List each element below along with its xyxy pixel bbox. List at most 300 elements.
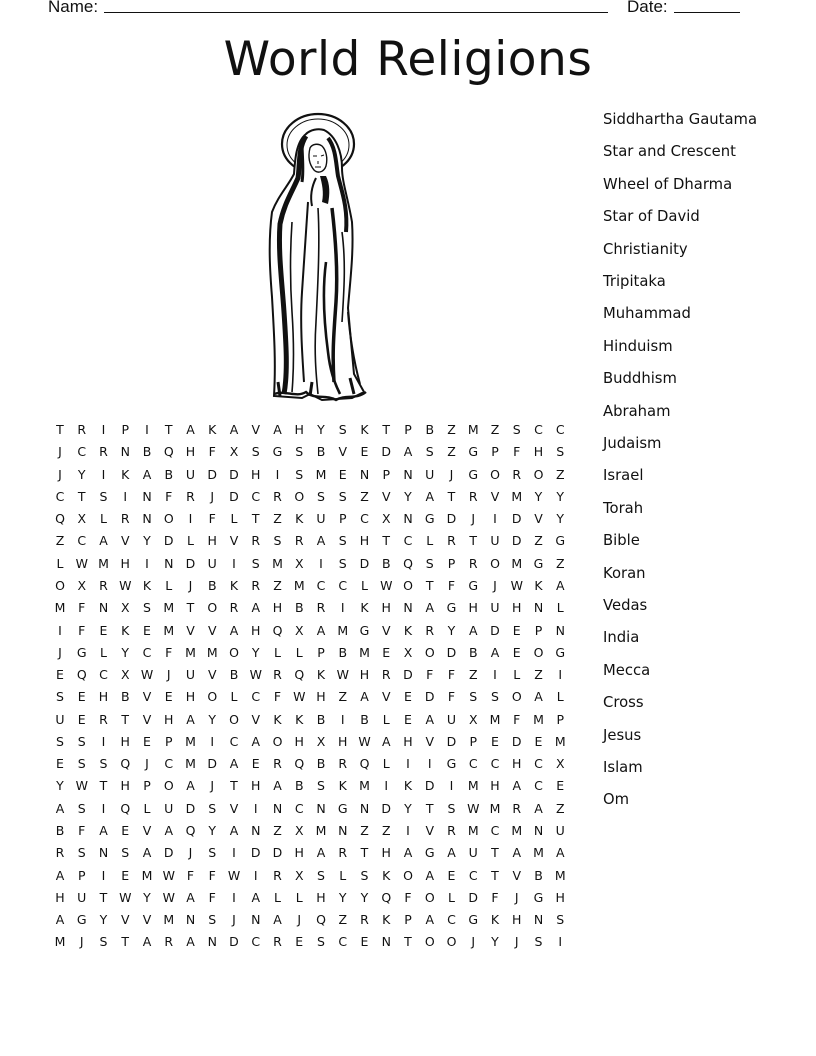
grid-letter[interactable]: M [511, 823, 523, 839]
grid-letter[interactable]: C [534, 778, 543, 794]
grid-letter[interactable]: H [316, 689, 326, 705]
grid-letter[interactable]: V [512, 867, 522, 883]
grid-letter[interactable]: H [468, 600, 478, 616]
grid-letter[interactable]: H [120, 555, 130, 571]
grid-letter[interactable]: K [121, 466, 130, 482]
grid-letter[interactable]: C [164, 756, 174, 772]
grid-letter[interactable]: D [511, 511, 522, 527]
grid-letter[interactable]: G [76, 912, 87, 928]
grid-letter[interactable]: D [446, 511, 457, 527]
grid-letter[interactable]: M [511, 488, 523, 504]
grid-letter[interactable]: N [359, 466, 370, 482]
grid-letter[interactable]: G [468, 912, 479, 928]
grid-letter[interactable]: D [424, 689, 435, 705]
grid-letter[interactable]: Q [120, 800, 131, 816]
grid-letter[interactable]: Z [338, 912, 348, 928]
grid-letter[interactable]: W [249, 667, 262, 683]
grid-letter[interactable]: V [229, 533, 239, 549]
grid-letter[interactable]: J [188, 577, 193, 593]
grid-letter[interactable]: E [77, 711, 86, 727]
grid-letter[interactable]: I [449, 778, 454, 794]
grid-letter[interactable]: Y [404, 488, 412, 504]
grid-letter[interactable]: F [78, 823, 86, 839]
grid-letter[interactable]: F [513, 444, 521, 460]
grid-letter[interactable]: Y [556, 511, 565, 527]
grid-letter[interactable]: J [449, 466, 454, 482]
grid-letter[interactable]: T [425, 577, 434, 593]
grid-letter[interactable]: U [77, 889, 87, 905]
grid-letter[interactable]: A [316, 533, 326, 549]
grid-letter[interactable]: D [250, 845, 261, 861]
grid-letter[interactable]: C [555, 422, 565, 437]
grid-letter[interactable]: X [294, 555, 304, 571]
grid-letter[interactable]: P [491, 444, 499, 460]
grid-letter[interactable]: E [556, 778, 565, 794]
grid-letter[interactable]: S [77, 733, 86, 749]
grid-letter[interactable]: D [229, 934, 239, 950]
grid-letter[interactable]: R [273, 667, 282, 683]
grid-letter[interactable]: S [56, 689, 64, 705]
grid-letter[interactable]: X [294, 867, 304, 883]
grid-letter[interactable]: B [142, 444, 152, 460]
grid-letter[interactable]: D [403, 667, 413, 683]
grid-letter[interactable]: R [55, 845, 65, 861]
grid-letter[interactable]: D [185, 555, 196, 571]
grid-letter[interactable]: Q [163, 444, 174, 460]
grid-letter[interactable]: A [555, 845, 565, 861]
grid-letter[interactable]: R [447, 533, 456, 549]
grid-letter[interactable]: H [185, 444, 196, 460]
grid-letter[interactable]: A [316, 622, 326, 638]
grid-letter[interactable]: S [425, 444, 434, 460]
grid-letter[interactable]: Z [447, 444, 456, 460]
grid-letter[interactable]: H [338, 733, 348, 749]
grid-letter[interactable]: L [165, 577, 173, 593]
grid-letter[interactable]: E [360, 934, 369, 950]
grid-letter[interactable]: N [403, 511, 413, 527]
grid-letter[interactable]: J [58, 466, 62, 482]
grid-letter[interactable]: E [77, 689, 86, 705]
grid-letter[interactable]: C [534, 422, 543, 437]
grid-letter[interactable]: P [447, 555, 456, 571]
grid-letter[interactable]: R [425, 622, 435, 638]
grid-letter[interactable]: Z [273, 823, 282, 839]
grid-letter[interactable]: S [208, 800, 217, 816]
grid-letter[interactable]: D [185, 800, 196, 816]
grid-letter[interactable]: S [317, 488, 325, 504]
grid-letter[interactable]: S [317, 778, 325, 794]
grid-letter[interactable]: C [338, 934, 348, 950]
grid-letter[interactable]: L [556, 600, 564, 616]
grid-letter[interactable]: X [294, 823, 304, 839]
grid-letter[interactable]: N [207, 934, 217, 950]
grid-letter[interactable]: I [340, 600, 345, 616]
grid-letter[interactable]: L [56, 555, 64, 571]
grid-letter[interactable]: B [229, 667, 239, 683]
grid-letter[interactable]: S [295, 444, 304, 460]
grid-letter[interactable]: K [295, 511, 304, 527]
grid-letter[interactable]: F [426, 667, 434, 683]
grid-letter[interactable]: Q [76, 667, 87, 683]
grid-letter[interactable]: B [381, 555, 391, 571]
grid-letter[interactable]: U [446, 711, 457, 727]
grid-letter[interactable]: C [77, 533, 87, 549]
grid-letter[interactable]: H [316, 889, 326, 905]
grid-letter[interactable]: S [99, 488, 108, 504]
grid-letter[interactable]: H [207, 533, 217, 549]
grid-letter[interactable]: V [142, 689, 152, 705]
grid-letter[interactable]: C [468, 756, 478, 772]
grid-letter[interactable]: P [534, 622, 543, 638]
grid-letter[interactable]: Y [77, 466, 86, 482]
grid-letter[interactable]: U [164, 800, 174, 816]
grid-letter[interactable]: P [556, 711, 565, 727]
grid-letter[interactable]: K [229, 577, 239, 593]
grid-letter[interactable]: Z [555, 466, 565, 482]
grid-letter[interactable]: Y [56, 778, 64, 794]
grid-letter[interactable]: N [316, 800, 326, 816]
grid-letter[interactable]: N [120, 444, 130, 460]
grid-letter[interactable]: S [338, 488, 347, 504]
grid-letter[interactable]: L [295, 644, 303, 660]
grid-letter[interactable]: D [511, 533, 522, 549]
grid-letter[interactable]: B [316, 711, 326, 727]
grid-letter[interactable]: D [359, 555, 370, 571]
grid-letter[interactable]: N [142, 488, 152, 504]
grid-letter[interactable]: J [58, 644, 62, 660]
grid-letter[interactable]: I [101, 733, 106, 749]
grid-letter[interactable]: M [315, 466, 327, 482]
grid-letter[interactable]: D [381, 800, 392, 816]
grid-letter[interactable]: D [511, 733, 522, 749]
grid-letter[interactable]: M [293, 577, 305, 593]
grid-letter[interactable]: Y [208, 711, 217, 727]
grid-letter[interactable]: J [297, 912, 302, 928]
grid-letter[interactable]: I [123, 488, 128, 504]
grid-letter[interactable]: A [273, 912, 282, 928]
grid-letter[interactable]: H [294, 845, 304, 861]
grid-letter[interactable]: O [490, 555, 500, 571]
grid-letter[interactable]: X [120, 667, 130, 683]
grid-letter[interactable]: R [273, 934, 282, 950]
grid-letter[interactable]: V [186, 622, 195, 638]
grid-letter[interactable]: H [512, 912, 522, 928]
grid-letter[interactable]: A [55, 912, 65, 928]
grid-letter[interactable]: E [56, 667, 64, 683]
grid-letter[interactable]: R [99, 711, 108, 727]
grid-letter[interactable]: Q [359, 756, 370, 772]
grid-letter[interactable]: H [272, 600, 283, 616]
grid-letter[interactable]: A [142, 934, 152, 950]
grid-letter[interactable]: K [403, 622, 413, 638]
grid-letter[interactable]: F [165, 644, 173, 660]
grid-letter[interactable]: H [533, 444, 544, 460]
grid-letter[interactable]: Z [490, 422, 500, 437]
grid-letter[interactable]: Y [404, 800, 412, 816]
grid-letter[interactable]: F [78, 600, 86, 616]
grid-letter[interactable]: J [514, 934, 519, 950]
grid-letter[interactable]: P [317, 644, 325, 660]
grid-letter[interactable]: K [403, 778, 413, 794]
grid-letter[interactable]: R [447, 823, 456, 839]
grid-letter[interactable]: A [229, 622, 239, 638]
grid-letter[interactable]: T [99, 778, 108, 794]
grid-letter[interactable]: C [251, 934, 261, 950]
grid-letter[interactable]: T [121, 934, 130, 950]
grid-letter[interactable]: S [251, 444, 260, 460]
grid-letter[interactable]: W [75, 778, 88, 794]
grid-letter[interactable]: X [381, 511, 391, 527]
grid-letter[interactable]: J [514, 889, 519, 905]
grid-letter[interactable]: W [510, 577, 523, 593]
grid-letter[interactable]: J [232, 912, 236, 928]
grid-letter[interactable]: E [121, 823, 130, 839]
grid-letter[interactable]: A [512, 778, 522, 794]
grid-letter[interactable]: N [142, 511, 152, 527]
grid-letter[interactable]: E [56, 756, 64, 772]
grid-letter[interactable]: Y [143, 533, 151, 549]
grid-letter[interactable]: A [425, 867, 435, 883]
grid-letter[interactable]: T [230, 778, 238, 794]
grid-letter[interactable]: N [98, 600, 109, 616]
grid-letter[interactable]: D [207, 466, 218, 482]
grid-letter[interactable]: Y [338, 889, 347, 905]
grid-letter[interactable]: N [272, 800, 283, 816]
grid-letter[interactable]: H [555, 889, 565, 905]
grid-letter[interactable]: V [142, 823, 152, 839]
grid-letter[interactable]: I [101, 422, 106, 437]
grid-letter[interactable]: T [491, 845, 499, 861]
grid-letter[interactable]: Z [534, 533, 543, 549]
grid-letter[interactable]: Q [403, 555, 413, 571]
grid-letter[interactable]: V [381, 488, 391, 504]
grid-letter[interactable]: B [120, 689, 130, 705]
grid-letter[interactable]: A [186, 889, 195, 905]
grid-letter[interactable]: T [251, 511, 260, 527]
grid-letter[interactable]: W [119, 889, 132, 905]
grid-letter[interactable]: J [79, 934, 84, 950]
grid-letter[interactable]: R [338, 845, 348, 861]
grid-letter[interactable]: S [338, 422, 347, 437]
grid-letter[interactable]: D [229, 488, 239, 504]
grid-letter[interactable]: E [534, 733, 543, 749]
grid-letter[interactable]: O [533, 466, 544, 482]
grid-letter[interactable]: N [403, 466, 413, 482]
grid-letter[interactable]: N [403, 600, 413, 616]
grid-letter[interactable]: R [294, 533, 304, 549]
grid-letter[interactable]: W [119, 577, 132, 593]
grid-letter[interactable]: K [338, 778, 347, 794]
grid-letter[interactable]: A [425, 488, 435, 504]
grid-letter[interactable]: A [229, 823, 239, 839]
grid-letter[interactable]: T [447, 488, 456, 504]
grid-letter[interactable]: S [208, 845, 217, 861]
grid-letter[interactable]: G [424, 845, 435, 861]
grid-letter[interactable]: Q [294, 667, 305, 683]
grid-letter[interactable]: C [338, 577, 348, 593]
grid-letter[interactable]: K [360, 422, 369, 437]
grid-letter[interactable]: D [446, 733, 457, 749]
grid-letter[interactable]: G [533, 555, 544, 571]
grid-letter[interactable]: S [77, 800, 86, 816]
grid-letter[interactable]: J [188, 845, 193, 861]
grid-letter[interactable]: L [100, 511, 107, 527]
grid-letter[interactable]: Z [468, 667, 478, 683]
grid-letter[interactable]: C [447, 912, 456, 928]
grid-letter[interactable]: A [381, 733, 391, 749]
grid-letter[interactable]: R [273, 867, 282, 883]
grid-letter[interactable]: A [555, 577, 565, 593]
grid-letter[interactable]: A [55, 867, 65, 883]
grid-letter[interactable]: V [142, 912, 152, 928]
grid-letter[interactable]: S [251, 555, 260, 571]
grid-letter[interactable]: M [554, 733, 566, 749]
grid-letter[interactable]: R [120, 511, 130, 527]
grid-letter[interactable]: R [381, 667, 391, 683]
grid-letter[interactable]: C [294, 800, 304, 816]
grid-letter[interactable]: Z [447, 422, 456, 437]
grid-letter[interactable]: I [384, 778, 389, 794]
grid-letter[interactable]: K [534, 577, 543, 593]
grid-letter[interactable]: I [232, 845, 236, 861]
grid-letter[interactable]: Z [338, 689, 348, 705]
grid-letter[interactable]: M [533, 845, 544, 861]
grid-letter[interactable]: Z [381, 823, 391, 839]
grid-letter[interactable]: L [274, 889, 281, 905]
grid-letter[interactable]: Y [556, 488, 565, 504]
grid-letter[interactable]: C [55, 488, 65, 504]
grid-letter[interactable]: V [381, 689, 391, 705]
grid-letter[interactable]: O [424, 889, 435, 905]
grid-letter[interactable]: D [207, 756, 218, 772]
grid-letter[interactable]: A [425, 912, 435, 928]
grid-letter[interactable]: G [446, 756, 457, 772]
grid-letter[interactable]: D [229, 466, 239, 482]
grid-letter[interactable]: D [381, 444, 392, 460]
grid-letter[interactable]: S [491, 689, 499, 705]
grid-letter[interactable]: W [467, 800, 480, 816]
grid-letter[interactable]: E [99, 622, 108, 638]
grid-letter[interactable]: Y [317, 422, 325, 437]
grid-letter[interactable]: E [164, 689, 173, 705]
grid-letter[interactable]: R [186, 488, 195, 504]
grid-letter[interactable]: X [294, 622, 304, 638]
grid-letter[interactable]: B [164, 466, 174, 482]
grid-letter[interactable]: I [558, 667, 563, 683]
grid-letter[interactable]: Z [55, 533, 65, 549]
grid-letter[interactable]: W [380, 577, 393, 593]
grid-letter[interactable]: H [403, 733, 413, 749]
grid-letter[interactable]: X [77, 511, 87, 527]
grid-letter[interactable]: R [360, 912, 369, 928]
grid-letter[interactable]: S [534, 934, 543, 950]
grid-letter[interactable]: U [468, 845, 478, 861]
grid-letter[interactable]: W [162, 867, 175, 883]
grid-letter[interactable]: A [186, 778, 195, 794]
grid-letter[interactable]: H [294, 733, 304, 749]
grid-letter[interactable]: J [145, 756, 149, 772]
grid-letter[interactable]: R [273, 488, 282, 504]
grid-letter[interactable]: B [338, 644, 348, 660]
grid-letter[interactable]: Z [360, 823, 369, 839]
grid-letter[interactable]: C [99, 667, 108, 683]
grid-letter[interactable]: T [164, 422, 173, 437]
grid-letter[interactable]: F [208, 511, 216, 527]
grid-letter[interactable]: N [251, 823, 261, 839]
grid-letter[interactable]: Z [555, 800, 565, 816]
grid-letter[interactable]: Q [185, 823, 196, 839]
grid-letter[interactable]: W [140, 667, 154, 683]
grid-letter[interactable]: F [208, 867, 216, 883]
grid-letter[interactable]: B [294, 778, 304, 794]
grid-letter[interactable]: K [316, 667, 326, 683]
grid-letter[interactable]: F [447, 667, 456, 683]
grid-letter[interactable]: Y [121, 644, 130, 660]
grid-letter[interactable]: S [77, 845, 86, 861]
grid-letter[interactable]: R [164, 934, 174, 950]
grid-letter[interactable]: P [382, 466, 391, 482]
grid-letter[interactable]: T [382, 422, 391, 437]
grid-letter[interactable]: I [232, 555, 236, 571]
grid-letter[interactable]: B [207, 577, 217, 593]
grid-letter[interactable]: O [446, 934, 457, 950]
grid-letter[interactable]: X [316, 733, 326, 749]
grid-letter[interactable]: E [338, 466, 347, 482]
grid-letter[interactable]: H [359, 533, 370, 549]
grid-letter[interactable]: P [338, 511, 347, 527]
grid-letter[interactable]: S [360, 867, 369, 883]
grid-letter[interactable]: F [447, 689, 456, 705]
grid-letter[interactable]: O [490, 466, 500, 482]
grid-letter[interactable]: P [404, 912, 412, 928]
grid-letter[interactable]: O [207, 689, 218, 705]
grid-letter[interactable]: C [251, 689, 261, 705]
grid-letter[interactable]: M [359, 778, 370, 794]
grid-letter[interactable]: S [143, 600, 151, 616]
grid-letter[interactable]: U [207, 555, 217, 571]
grid-letter[interactable]: I [406, 823, 410, 839]
grid-letter[interactable]: M [467, 422, 479, 437]
grid-letter[interactable]: G [468, 466, 479, 482]
grid-letter[interactable]: S [99, 756, 108, 772]
grid-letter[interactable]: C [490, 756, 500, 772]
grid-letter[interactable]: M [272, 555, 283, 571]
grid-letter[interactable]: M [359, 644, 370, 660]
grid-letter[interactable]: B [316, 444, 326, 460]
grid-letter[interactable]: O [207, 600, 218, 616]
grid-letter[interactable]: O [229, 711, 239, 727]
grid-letter[interactable]: A [229, 756, 239, 772]
grid-letter[interactable]: E [404, 711, 412, 727]
grid-letter[interactable]: L [339, 867, 347, 883]
grid-letter[interactable]: I [145, 555, 149, 571]
grid-letter[interactable]: A [534, 689, 543, 705]
grid-letter[interactable]: O [511, 689, 522, 705]
grid-letter[interactable]: S [317, 934, 325, 950]
grid-letter[interactable]: V [425, 733, 435, 749]
grid-letter[interactable]: S [556, 444, 565, 460]
grid-letter[interactable]: A [425, 711, 435, 727]
grid-letter[interactable]: I [58, 622, 62, 638]
grid-letter[interactable]: G [533, 889, 544, 905]
grid-letter[interactable]: F [165, 488, 173, 504]
grid-letter[interactable]: B [360, 711, 369, 727]
grid-letter[interactable]: E [121, 867, 130, 883]
grid-letter[interactable]: R [251, 533, 261, 549]
grid-letter[interactable]: A [512, 845, 522, 861]
grid-letter[interactable]: U [490, 533, 500, 549]
grid-letter[interactable]: U [55, 711, 65, 727]
